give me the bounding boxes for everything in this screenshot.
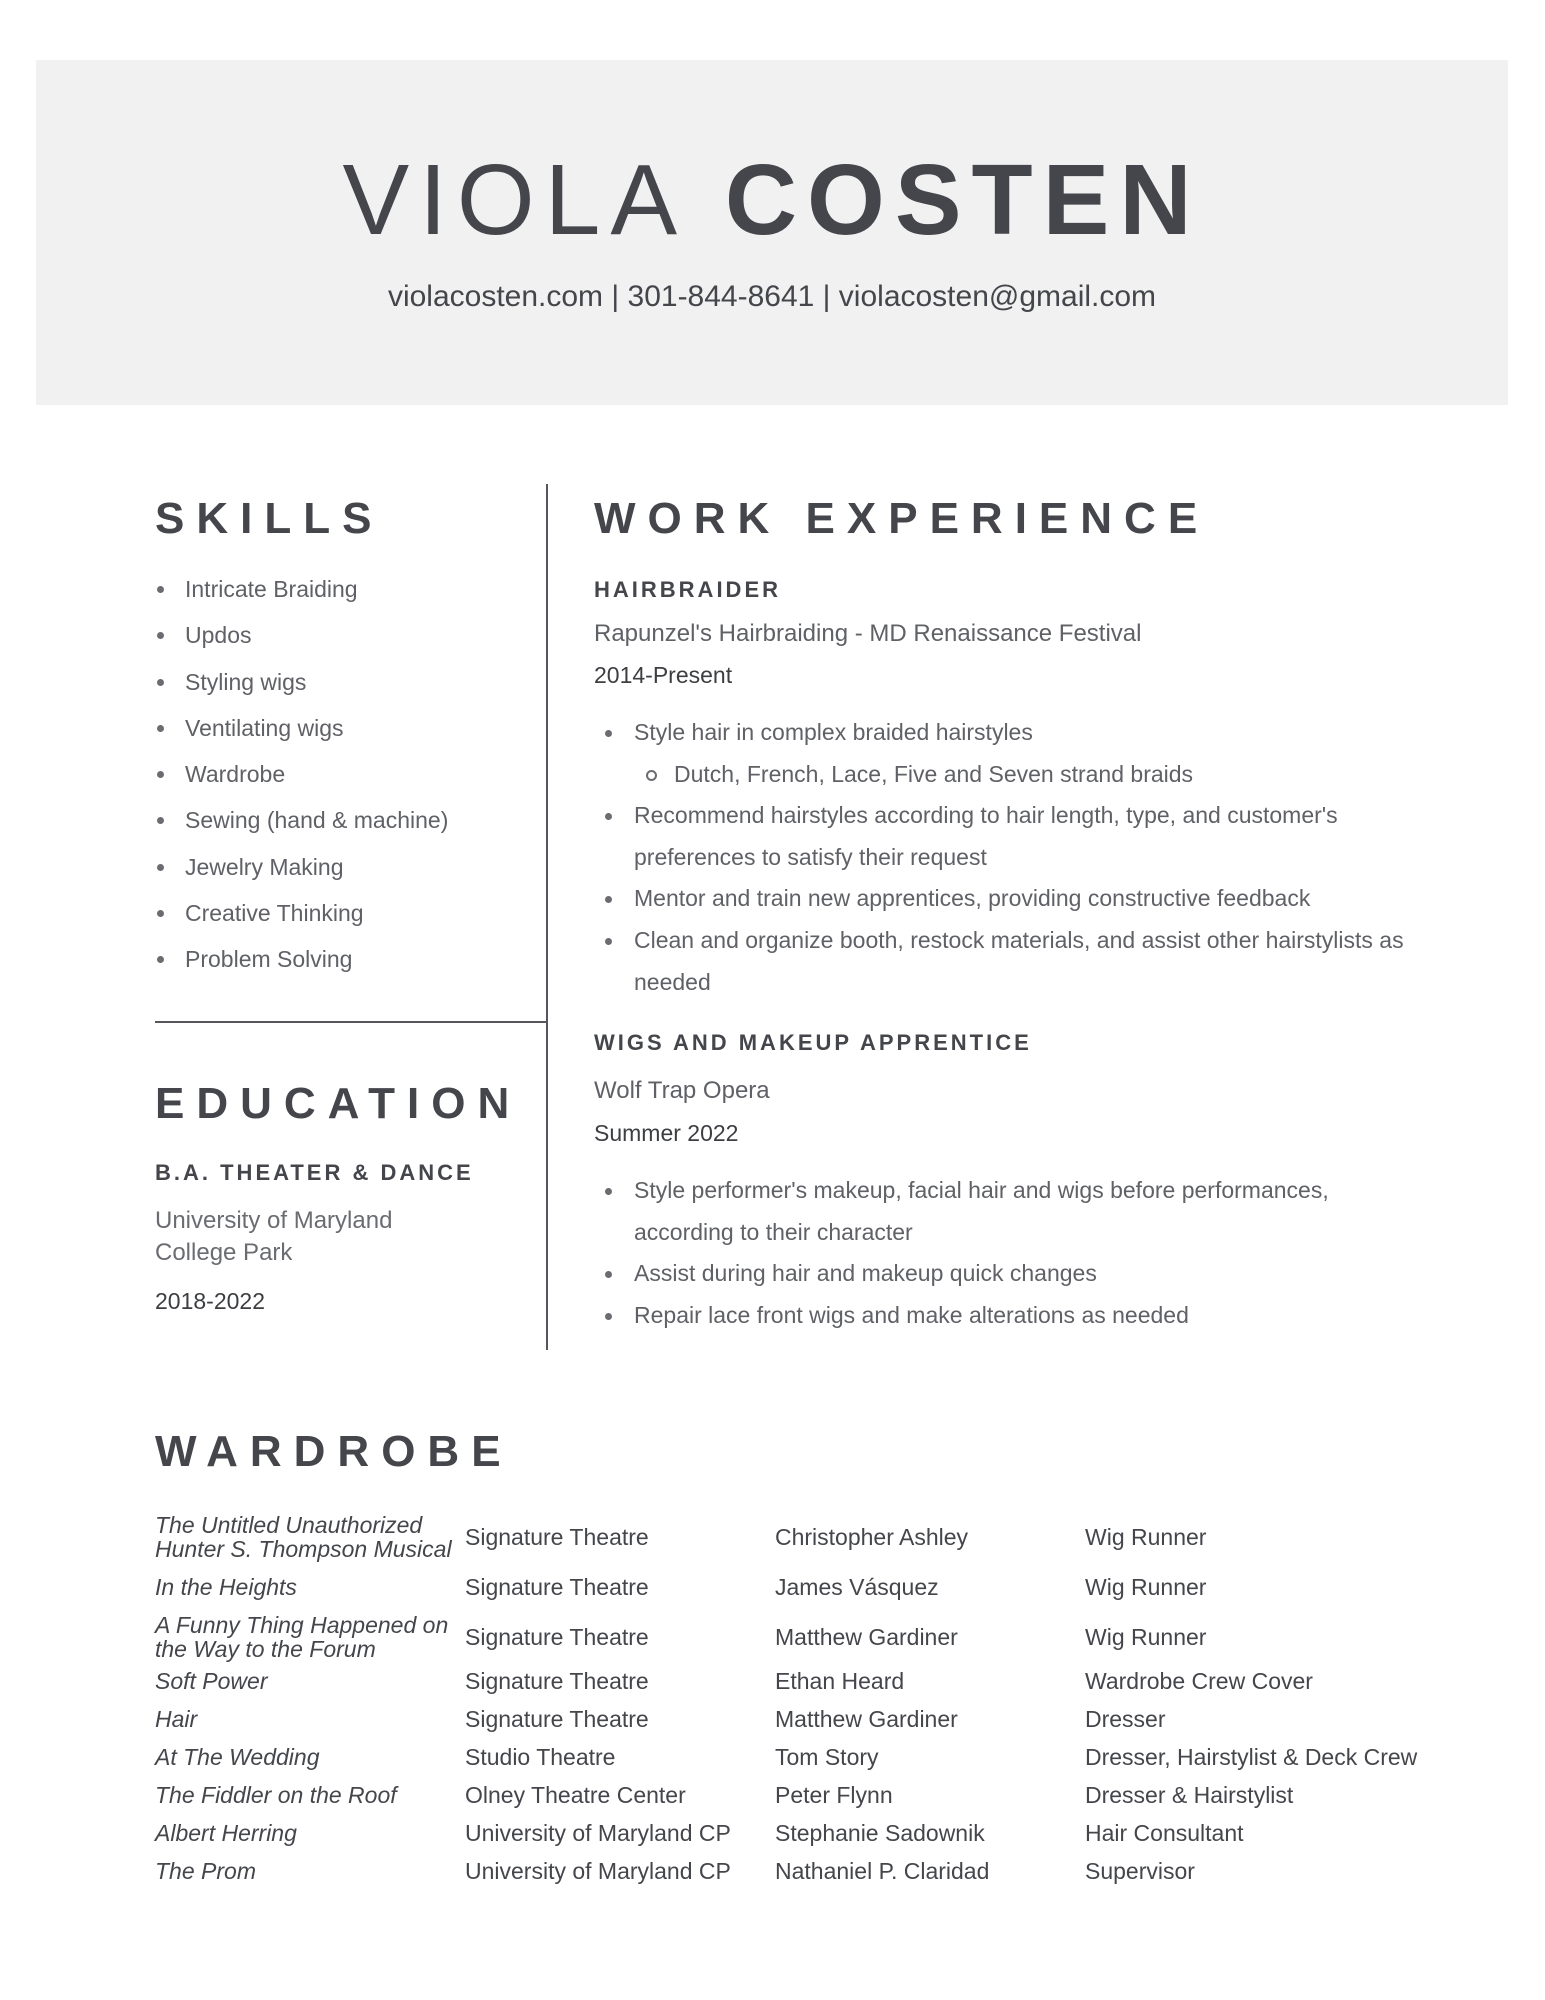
director: James Vásquez xyxy=(775,1573,939,1600)
director: Nathaniel P. Claridad xyxy=(775,1857,990,1884)
venue: Signature Theatre xyxy=(465,1623,649,1650)
role: Dresser, Hairstylist & Deck Crew xyxy=(1085,1743,1418,1770)
job-dates: 2014-Present xyxy=(594,662,733,688)
degree: B.A. THEATER & DANCE xyxy=(155,1160,474,1185)
job-dates: Summer 2022 xyxy=(594,1120,739,1146)
list-item: Style hair in complex braided hairstyles xyxy=(594,712,1414,754)
table-row xyxy=(155,1562,1485,1612)
skills-education-divider xyxy=(155,1021,547,1023)
education-title: EDUCATION xyxy=(155,1079,522,1128)
full-name xyxy=(36,144,1508,256)
show-title: In the Heights xyxy=(155,1574,297,1600)
list-item: Mentor and train new apprentices, providing constructive feedback xyxy=(594,878,1414,920)
list-item: Assist during hair and makeup quick changes xyxy=(594,1253,1414,1295)
table-row xyxy=(155,1738,1485,1776)
job-organization: Wolf Trap Opera xyxy=(594,1077,770,1104)
table-row xyxy=(155,1814,1485,1852)
job-duties xyxy=(594,1170,1414,1336)
column-divider xyxy=(546,484,548,1350)
venue: Signature Theatre xyxy=(465,1667,649,1694)
list-item: Problem Solving xyxy=(155,944,448,990)
list-item: Creative Thinking xyxy=(155,898,448,944)
role: Wig Runner xyxy=(1085,1573,1207,1600)
list-item: Wardrobe xyxy=(155,759,448,805)
director: Christopher Ashley xyxy=(775,1523,969,1550)
table-row xyxy=(155,1852,1485,1890)
table-row xyxy=(155,1662,1485,1700)
role: Wig Runner xyxy=(1085,1523,1207,1550)
school xyxy=(155,1205,535,1269)
director: Ethan Heard xyxy=(775,1667,905,1694)
role: Supervisor xyxy=(1085,1857,1195,1884)
director: Peter Flynn xyxy=(775,1781,893,1808)
table-row xyxy=(155,1700,1485,1738)
list-item: Sewing (hand & machine) xyxy=(155,805,448,851)
show-title: Albert Herring xyxy=(155,1820,297,1846)
list-item: Jewelry Making xyxy=(155,852,448,898)
table-row xyxy=(155,1612,1485,1662)
list-item: Ventilating wigs xyxy=(155,713,448,759)
skills-list xyxy=(155,574,448,991)
venue: University of Maryland CP xyxy=(465,1857,731,1884)
director: Matthew Gardiner xyxy=(775,1705,958,1732)
role: Wardrobe Crew Cover xyxy=(1085,1667,1313,1694)
table-row xyxy=(155,1776,1485,1814)
director: Matthew Gardiner xyxy=(775,1623,958,1650)
show-title: The Fiddler on the Roof xyxy=(155,1782,397,1808)
role: Hair Consultant xyxy=(1085,1819,1244,1846)
school-campus: College Park xyxy=(155,1239,293,1266)
last-name: COSTEN xyxy=(724,144,1202,256)
education-dates: 2018-2022 xyxy=(155,1288,265,1314)
show-title: A Funny Thing Happened on the Way to the Forum xyxy=(155,1612,449,1662)
list-item: Repair lace front wigs and make alterations as needed xyxy=(594,1295,1414,1337)
director: Stephanie Sadownik xyxy=(775,1819,985,1846)
header-banner xyxy=(36,60,1508,405)
venue: Signature Theatre xyxy=(465,1705,649,1732)
show-title: The Prom xyxy=(155,1858,256,1884)
list-item: Style performer's makeup, facial hair and wigs before performances, according to their character xyxy=(594,1170,1414,1253)
list-item: Clean and organize booth, restock materials, and assist other hairstylists as needed xyxy=(594,920,1414,1003)
role: Wig Runner xyxy=(1085,1623,1207,1650)
skills-title: SKILLS xyxy=(155,494,384,543)
job-organization: Rapunzel's Hairbraiding - MD Renaissance Festival xyxy=(594,620,1142,647)
list-item: Dutch, French, Lace, Five and Seven strand braids xyxy=(594,754,1414,796)
wardrobe-title: WARDROBE xyxy=(155,1427,513,1476)
role: Dresser xyxy=(1085,1705,1166,1732)
table-row xyxy=(155,1512,1485,1562)
list-item: Styling wigs xyxy=(155,667,448,713)
school-name: University of Maryland xyxy=(155,1207,393,1234)
show-title: Soft Power xyxy=(155,1668,268,1694)
venue: University of Maryland CP xyxy=(465,1819,731,1846)
wardrobe-table xyxy=(155,1512,1485,1890)
job-title: HAIRBRAIDER xyxy=(594,577,781,602)
venue: Signature Theatre xyxy=(465,1573,649,1600)
list-item: Intricate Braiding xyxy=(155,574,448,620)
list-item: Recommend hairstyles according to hair length, type, and customer's preferences to satisfy their request xyxy=(594,795,1414,878)
director: Tom Story xyxy=(775,1743,879,1770)
venue: Studio Theatre xyxy=(465,1743,616,1770)
role: Dresser & Hairstylist xyxy=(1085,1781,1294,1808)
show-title: The Untitled Unauthorized Hunter S. Thompson Musical xyxy=(155,1512,452,1562)
first-name: VIOLA xyxy=(342,144,688,256)
contact-line: violacosten.com | 301-844-8641 | violacosten@gmail.com xyxy=(387,280,1157,313)
show-title: At The Wedding xyxy=(155,1744,320,1770)
work-experience-title: WORK EXPERIENCE xyxy=(594,494,1210,543)
show-title: Hair xyxy=(155,1706,198,1732)
job-title: WIGS AND MAKEUP APPRENTICE xyxy=(594,1030,1032,1055)
venue: Olney Theatre Center xyxy=(465,1781,686,1808)
job-duties xyxy=(594,712,1414,1003)
venue: Signature Theatre xyxy=(465,1523,649,1550)
list-item: Updos xyxy=(155,620,448,666)
